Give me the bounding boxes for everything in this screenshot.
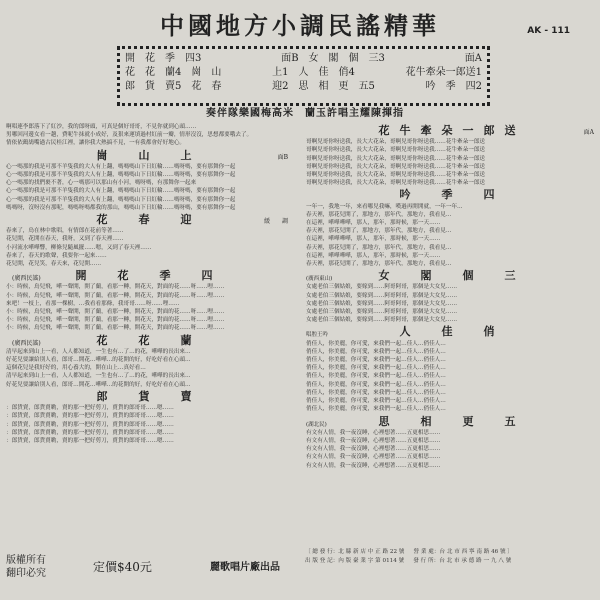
lyric-line: 俏佳人，你美麗，你可愛，來我們一起…佳人…俏佳人… bbox=[306, 389, 446, 396]
song-title bbox=[304, 124, 600, 137]
lyric-line: 女處老伯三個姑娘，要嫁到……阿哥阿哥，那個是大女兒…… bbox=[306, 284, 458, 291]
page-title: 中國地方小調民謠精華 bbox=[160, 11, 440, 40]
lyric-line: 心一嗎那的我是可那不羊隻我的大人有上翻，嗎嗎嗎山下日紅輪……嗎呀嗎，要有那舞你一起 bbox=[6, 188, 236, 195]
song-title bbox=[304, 414, 600, 428]
address-line: 〔 總 發 行：北 縣 新 店 中 正 路 22 號 營 業 處：台 北 市 西 寧 南 路 46 號 〕 bbox=[305, 549, 513, 555]
price: 定價$40元 bbox=[93, 560, 152, 574]
lyric-line: 女處老伯三個姑娘，要嫁到……阿哥阿哥，那個是大女兒…… bbox=[306, 300, 458, 307]
song-title-text: 崗 山 上 bbox=[96, 148, 202, 162]
track-left: 開 花 季 四3 bbox=[125, 53, 202, 64]
left-lyrics-column bbox=[4, 123, 294, 445]
lyric-line: 花兒開，花兒笑，春天來，花兒開…… bbox=[6, 261, 102, 268]
lyric-line: 俏佳人，你美麗，你可愛，來我們一起…佳人…俏佳人… bbox=[306, 398, 446, 405]
lyric-line: 心一嗎那的我是可那不羊隻我的大人有上翻，嗎嗎嗎山下日紅輪……嗎呀嗎，要有那舞你一起 bbox=[6, 196, 236, 203]
lyric-line: 哥啊兒哥你呀送我，長大大花朵，哥啊兒哥你呀送我……花牛牽朵一郎送 bbox=[306, 147, 486, 154]
lyric-line: 來吧！一枝上，看那一棵樹，…我看看那條，我哥哥……呀……哩…… bbox=[6, 300, 180, 307]
record-label: 麗歌唱片廠出品 bbox=[210, 562, 280, 573]
lyric-line: 心一嗎那的找們裹不著，心一嗎那可以那山有小河，嗎呀嗎，有那舞你一起來 bbox=[6, 180, 197, 187]
lyric-line: 哥啊兒哥你呀送我，長大大花朵，哥啊兒哥你呀送我……花牛牽朵一郎送 bbox=[306, 172, 486, 179]
artist-credits: 奏伴隊樂國梅高米 蘭玉許唱主耀陳揮指 bbox=[206, 108, 404, 119]
lyrics-block bbox=[304, 429, 600, 470]
song-title bbox=[4, 333, 294, 347]
lyric-line: 春天裡，那花兒開了，那地方，那年代，那地方，我看見… bbox=[306, 261, 452, 268]
lyric-line: ：郎貨賣，郎貨賣喲，賣的那一把好剪刀，賣貨的郎哥哥……嗯…… bbox=[6, 429, 174, 436]
song-title bbox=[304, 325, 600, 339]
lyric-line: 女處老伯三個姑娘，要嫁到……阿哥阿哥，那個是大女兒…… bbox=[306, 317, 458, 324]
right-lyrics-column bbox=[304, 123, 600, 470]
lyric-line: 小：時候，鳥兒飛，嘩一聲開，開了蘭，看那一轉，開花天，對面的花……呀……哩…… bbox=[6, 325, 225, 332]
lyric-line: 清早起來到山上一看，人人都知道，一生也有…了…的花，嘩嘩的長出來… bbox=[6, 373, 191, 380]
lyric-line: 俏佳人，你美麗，你可愛，來我們一起…佳人…俏佳人… bbox=[306, 381, 446, 388]
song-title-text: 花牛牽朵一郎送 bbox=[378, 124, 526, 137]
song-title-text: 開 花 季 四 bbox=[75, 269, 223, 283]
lyric-line: 有文有人情，我一夜沒睡，心裡想著……五更相思…… bbox=[306, 462, 441, 469]
song-title-text: 花 花 蘭 bbox=[96, 333, 202, 347]
rights-line: 版權所有 bbox=[6, 555, 46, 566]
lyric-line: 心一嗎那的我是可那不羊隻我的大人有上翻，嗎嗎嗎山下日紅輪……嗎呀嗎，要有那舞你一起 bbox=[6, 172, 236, 179]
lyric-line: 在這裡，嘩嘩嘩嘩，那人，那年，那時候，那一天…… bbox=[306, 252, 441, 259]
song-title bbox=[304, 269, 600, 283]
lyric-line: ：郎貨賣，郎貨賣喲，賣的那一把好剪刀，賣貨的郎哥哥……嗯…… bbox=[6, 405, 174, 412]
track-list-box bbox=[117, 46, 490, 106]
track-left: 花 花 蘭4 崗 山 bbox=[125, 67, 222, 78]
lyric-line: 俏佳人，你美麗，你可愛，來我們一起…佳人…俏佳人… bbox=[306, 357, 446, 364]
song-title bbox=[4, 148, 294, 162]
lyric-line: 哥啊兒哥你呀送我，長大大花朵，哥啊兒哥你呀送我……花牛牽朵一郎送 bbox=[306, 155, 486, 162]
track-row bbox=[125, 66, 482, 80]
lyric-line: 俏佳人，你美麗，你可愛，來我們一起…佳人…俏佳人… bbox=[306, 340, 446, 347]
side-label: 面B bbox=[277, 153, 288, 161]
lyric-line: 哥啊兒哥你呀送我，長大大花朵，哥啊兒哥你呀送我……花牛牽朵一郎送 bbox=[306, 139, 486, 146]
intro-line: 情依依鷓鴣嘴過古民桂江裡，讓你我大熱搞不見，一有我都會好好地心。 bbox=[6, 140, 186, 147]
lyric-line: 春天裡，那花兒開了，那地方，那年代，那地方，我看見… bbox=[306, 228, 452, 235]
track-row bbox=[125, 52, 482, 66]
lyric-line: 哥啊兒哥你呀送我，長大大花朵，哥啊兒哥你呀送我……花牛牽朵一郎送 bbox=[306, 163, 486, 170]
song-title-text: 女 閣 個 三 bbox=[378, 269, 526, 283]
track-mid: 迎2 思 相 更 五5 bbox=[272, 81, 375, 92]
intro-line: 男哪回河邊女看一趟，費呢牛抹就小成好，及狠來運填過村紅前一瓣，情形沒沒，思想都要哦去了。 bbox=[6, 132, 253, 139]
address-line: 出 版 登 記：內 版 臺 業 字 第 0114 號 發 行 所：台 北 市 承 德 路 一 九 八 號 bbox=[305, 557, 512, 564]
song-title bbox=[304, 188, 600, 202]
track-left: 郎 貨 賣5 花 春 bbox=[125, 81, 222, 92]
song-title bbox=[4, 389, 294, 403]
lyric-line: 小：時候，鳥兒飛，嘩一聲開，開了蘭，看那一轉，開花天，對面的花……呀……哩…… bbox=[6, 309, 225, 316]
lyric-line: 小：時候，鳥兒飛，嘩一聲開，開了蘭，看那一轉，開花天，對面的花……呀……哩…… bbox=[6, 292, 225, 299]
lyric-line: ：郎貨賣，郎貨賣喲，賣的那一把好剪刀，賣貨的郎哥哥……嗯…… bbox=[6, 413, 174, 420]
lyric-line: 在這裡，嘩嘩嘩嘩，那人，那年，那時候，那一天…… bbox=[306, 220, 441, 227]
lyric-line: ：郎貨賣，郎貨賣喲，賣的那一把好剪刀，賣貨的郎哥哥……嗯…… bbox=[6, 421, 174, 428]
track-right: 花牛牽朵一郎送1 bbox=[405, 67, 482, 78]
lyric-line: 有文有人情，我一夜沒睡，心裡想著……五更相思…… bbox=[306, 446, 441, 453]
lyrics-block bbox=[4, 163, 294, 212]
lyric-line: 好花兒要讓給別人看，郎哥…開花…嘩嘩…的花開的好，好吃好看在心頭… bbox=[6, 381, 191, 388]
origin-note: (廣西東山) bbox=[306, 276, 333, 283]
lyric-line: 俏佳人，你美麗，你可愛，來我們一起…佳人…俏佳人… bbox=[306, 406, 446, 413]
lyric-line: 女處老伯三個姑娘，要嫁到……阿哥阿哥，那個是大女兒…… bbox=[306, 292, 458, 299]
lyrics-block bbox=[304, 340, 600, 414]
song-title-text: 人 佳 俏 bbox=[399, 325, 505, 339]
lyric-line: 有文有人情，我一夜沒睡，心裡想著……五更相思…… bbox=[306, 454, 441, 461]
track-right: 面A bbox=[464, 53, 482, 64]
catalog-number: AK - 111 bbox=[527, 26, 570, 36]
lyric-line: 春天裡，那花兒開了，那地方，那年代，那地方，我看見… bbox=[306, 211, 452, 218]
lyric-line: 俏佳人，你美麗，你可愛，來我們一起…佳人…俏佳人… bbox=[306, 348, 446, 355]
lyrics-block bbox=[4, 404, 294, 445]
lyrics-block bbox=[4, 283, 294, 332]
lyric-line: 春來了，鳥在林中歌唱，有情郎在花前等著…… bbox=[6, 228, 124, 235]
address-block bbox=[305, 548, 600, 565]
copyright-notice bbox=[6, 554, 46, 580]
lyric-line: 花兒開，花開在春天，我呀，又到了春天裡…… bbox=[6, 236, 124, 243]
lyric-line: 俏佳人，你美麗，你可愛，來我們一起…佳人…俏佳人… bbox=[306, 373, 446, 380]
song-title-text: 思 相 更 五 bbox=[378, 414, 526, 428]
lyric-line: 嗎嗎呀，沒呀沒有那呢，嗎嗎呀嗎都我的那山，嗎嗎山下日紅輪……嗎呀嗎，要有那舞你一起 bbox=[6, 204, 236, 211]
lyric-line: 春天裡，那花兒開了，那地方，那年代，那地方，我看見… bbox=[306, 244, 452, 251]
lyrics-block bbox=[4, 227, 294, 268]
track-mid: 面B 女 閣 個 三3 bbox=[281, 53, 385, 64]
lyric-line: 俏佳人，你美麗，你可愛，來我們一起…佳人…俏佳人… bbox=[306, 365, 446, 372]
lyric-line: 好花兒要讓給別人看，郎哥…開花…嘩嘩…的花開的好，好吃好看在心頭… bbox=[6, 357, 191, 364]
song-title bbox=[4, 269, 294, 283]
lyric-line: 哥啊兒哥你呀送我，長大大花朵，哥啊兒哥你呀送我……花牛牽朵一郎送 bbox=[306, 180, 486, 187]
origin-note: (廣西民謠) bbox=[12, 339, 41, 347]
origin-note: (湖北民) bbox=[306, 421, 327, 428]
lyric-line: ：郎貨賣，郎貨賣喲，賣的那一把好剪刀，賣貨的郎哥哥……嗯…… bbox=[6, 437, 174, 444]
origin-note: 唱腔王吟 bbox=[306, 332, 329, 339]
lyric-line: 清早起來到山上一看，人人都知道，一生也有…了…的花，嘩嘩的長出來… bbox=[6, 348, 191, 355]
lyrics-block bbox=[304, 138, 600, 187]
lyric-line: 在這裡，嘩嘩嘩嘩，那人，那年，那時候，那一天…… bbox=[306, 236, 441, 243]
lyric-line: 心一嗎那的我是可那不羊隻我的大人有上翻，嗎嗎嗎山下日紅輪……嗎呀嗎，要有那舞你一起 bbox=[6, 163, 236, 170]
track-right: 吟 季 四2 bbox=[425, 81, 482, 92]
lyric-line: 女處老伯三個姑娘，要嫁到……阿哥阿哥，那個是大女兒…… bbox=[306, 309, 458, 316]
song-title-text: 吟 季 四 bbox=[399, 188, 505, 202]
tempo-note: 緩 調 bbox=[263, 218, 288, 226]
lyrics-block bbox=[304, 283, 600, 324]
track-row bbox=[125, 80, 482, 94]
origin-note: (廣西民謠) bbox=[12, 275, 41, 283]
lyric-line: 有文有人情，我一夜沒睡，心裡想著……五更相思…… bbox=[306, 429, 441, 436]
song-title-text: 花 春 迎 bbox=[96, 213, 202, 227]
lyrics-block bbox=[4, 348, 294, 389]
song-title-text: 郎 貨 賣 bbox=[96, 389, 202, 403]
lyric-line: 小河流水嘩嘩響，柳條兒隨風擺……嗯，又到了春天裡…… bbox=[6, 244, 152, 251]
intro-line: 啊唱連李郎落下了紅沙，我的郎呀頭，可真是個好哥哥，不見你就到心頭…… bbox=[6, 124, 197, 130]
lyric-line: 有文有人情，我一夜沒睡，心裡想著……五更相思…… bbox=[306, 437, 441, 444]
side-label: 面A bbox=[583, 129, 594, 136]
lyric-line: 春來了，春天的歌聲，我要你一起來…… bbox=[6, 252, 107, 259]
lyric-line: 小：時候，鳥兒飛，嘩一聲開，開了蘭，看那一轉，開花天，對面的花……呀……哩…… bbox=[6, 284, 225, 291]
track-mid: 上1 人 佳 俏4 bbox=[272, 67, 355, 78]
rights-line: 翻印必究 bbox=[6, 568, 46, 579]
song-title bbox=[4, 213, 294, 227]
lyric-line: 一年一，我地一年，來看哪兒我嘛，嘆過再開開就，一年一年… bbox=[306, 203, 463, 210]
lyrics-block bbox=[304, 203, 600, 269]
lyric-line: 小：時候，鳥兒飛，嘩一聲開，開了蘭，看那一轉，開花天，對面的花……呀……哩…… bbox=[6, 317, 225, 324]
lyric-line: 這個花兒是我好好的，用心養大的，開在山上…真好看… bbox=[6, 365, 146, 372]
